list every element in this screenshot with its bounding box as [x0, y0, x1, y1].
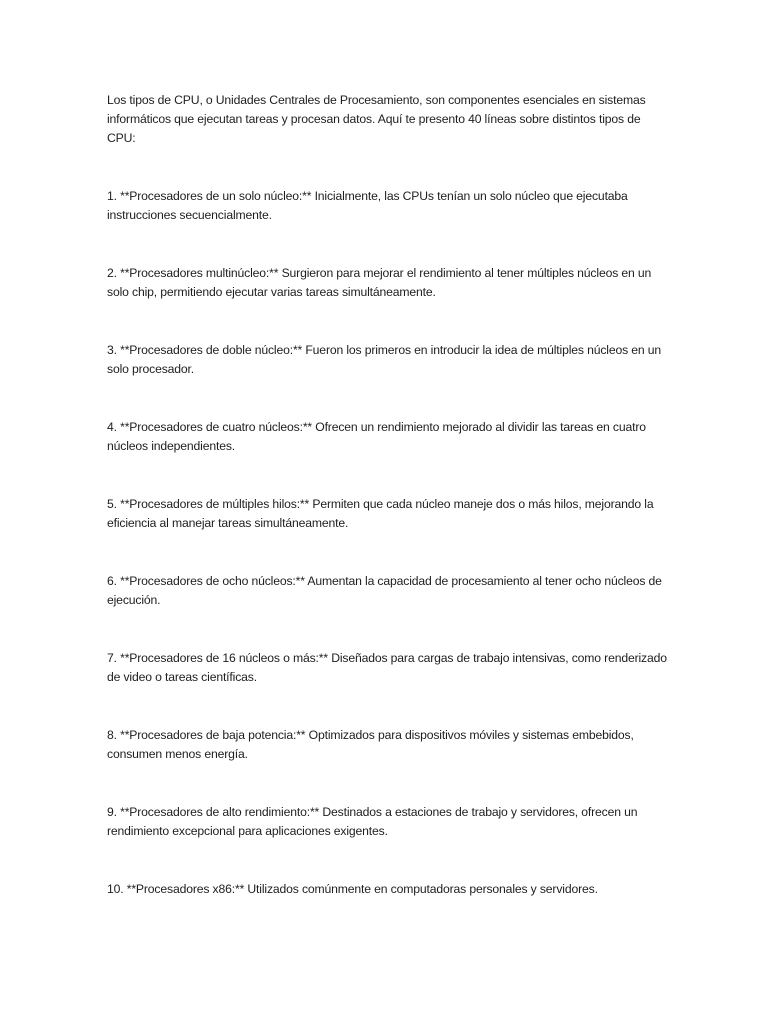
list-item: 4. **Procesadores de cuatro núcleos:** Ofrecen un rendimiento mejorado al dividir las tareas en cuatro núcleos independientes. [107, 419, 646, 453]
intro-paragraph: Los tipos de CPU, o Unidades Centrales de Procesamiento, son componentes esenciales en sistemas informáticos que ejecutan tareas y procesan datos. Aquí te presento 40 líneas sobre distintos tipos de CPU: [107, 92, 646, 145]
list-item: 6. **Procesadores de ocho núcleos:** Aumentan la capacidad de procesamiento al tener ocho núcleos de ejecución. [107, 573, 662, 607]
list-item: 9. **Procesadores de alto rendimiento:** Destinados a estaciones de trabajo y servidores, ofrecen un rendimiento excepcional para aplicaciones exigentes. [107, 804, 638, 838]
list-item: 8. **Procesadores de baja potencia:** Optimizados para dispositivos móviles y sistemas embebidos, consumen menos energía. [107, 727, 634, 761]
list-item: 5. **Procesadores de múltiples hilos:** Permiten que cada núcleo maneje dos o más hilos, mejorando la eficiencia al manejar tareas simultáneamente. [107, 496, 654, 530]
list-item: 3. **Procesadores de doble núcleo:** Fueron los primeros en introducir la idea de múltiples núcleos en un solo procesador. [107, 342, 662, 376]
list-item: 1. **Procesadores de un solo núcleo:** Inicialmente, las CPUs tenían un solo núcleo que ejecutaba instrucciones secuencialmente. [107, 188, 628, 222]
list-item: 7. **Procesadores de 16 núcleos o más:** Diseñados para cargas de trabajo intensivas, como renderizado de video o tareas científicas. [107, 650, 667, 684]
list-item: 2. **Procesadores multinúcleo:** Surgieron para mejorar el rendimiento al tener múltiples núcleos en un solo chip, permitiendo ejecutar varias tareas simultáneamente. [107, 265, 652, 299]
list-item: 10. **Procesadores x86:** Utilizados comúnmente en computadoras personales y servidores. [107, 881, 598, 896]
